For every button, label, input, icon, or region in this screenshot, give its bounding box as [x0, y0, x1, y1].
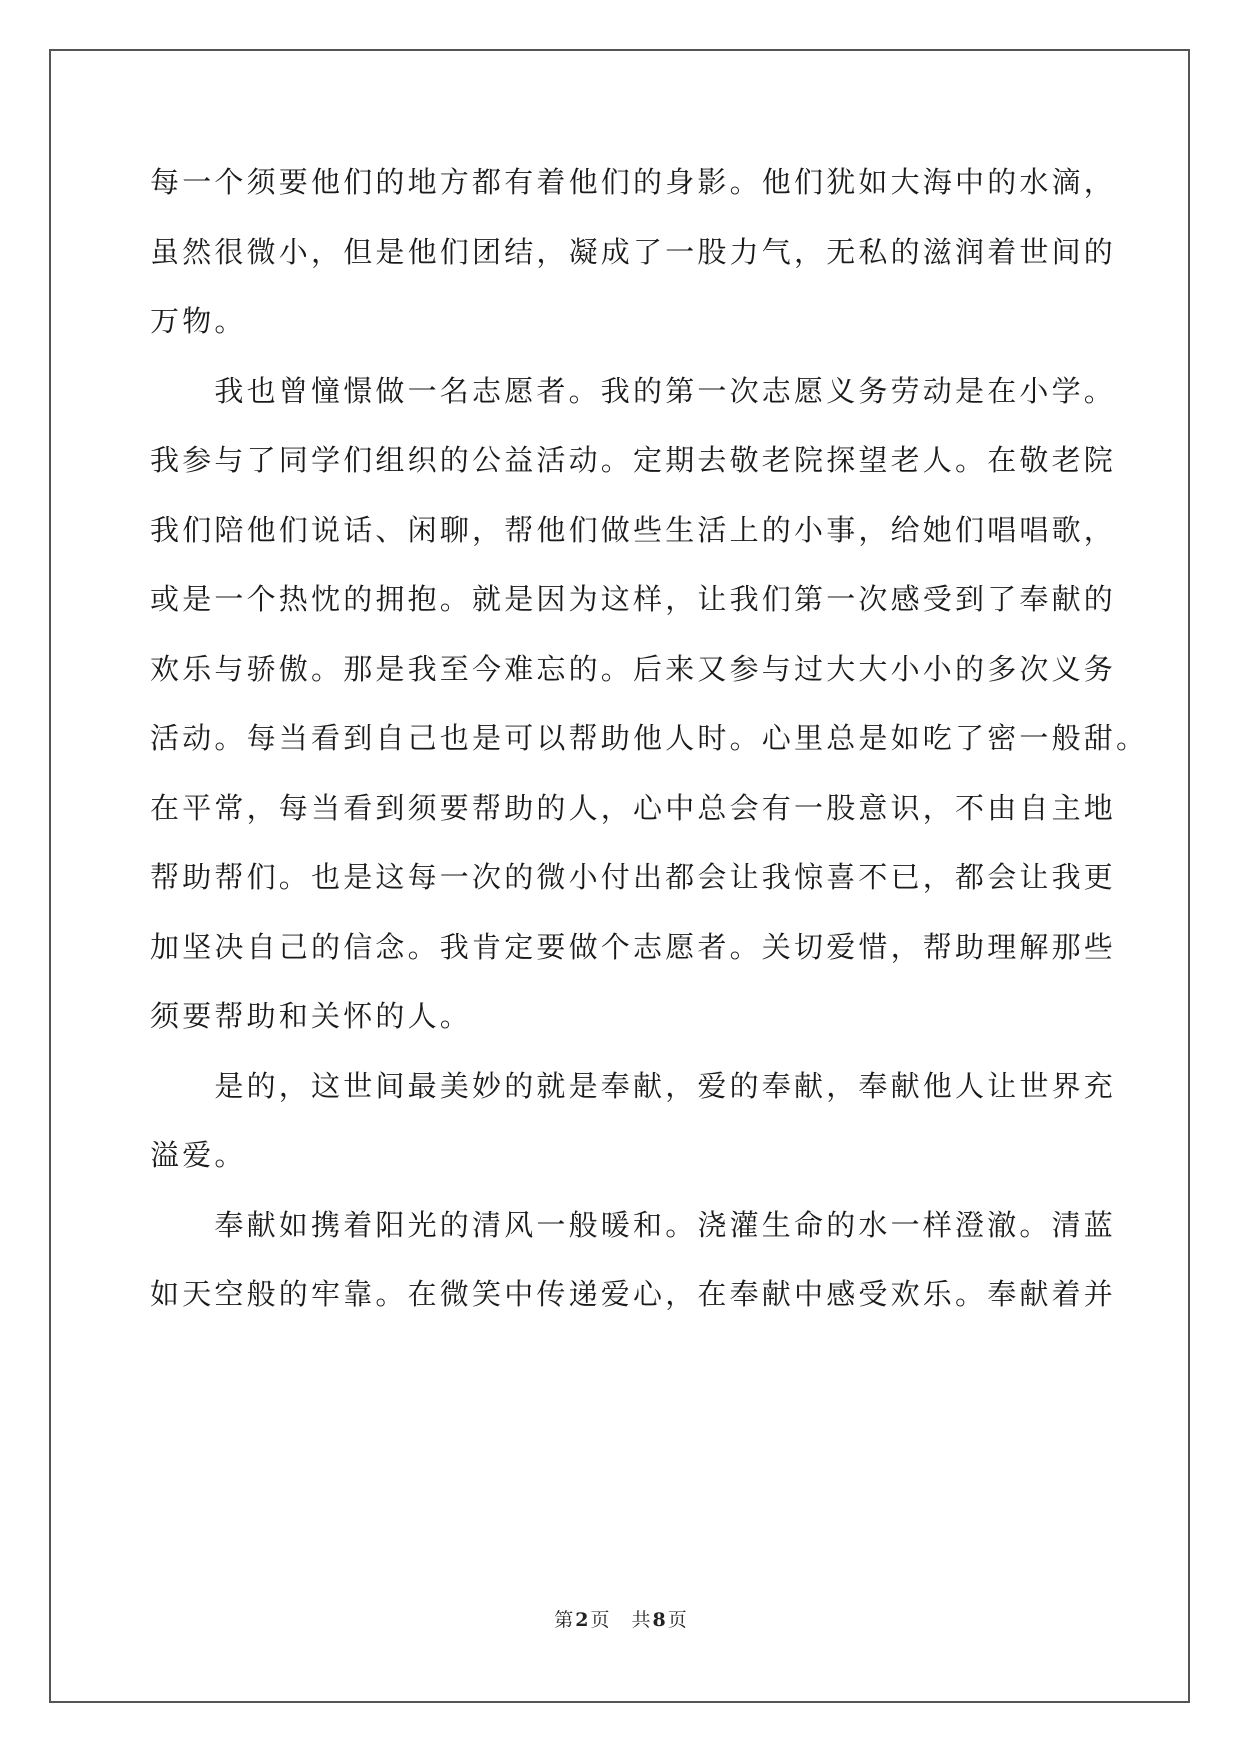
text-line: 帮助帮们。也是这每一次的微小付出都会让我惊喜不已，都会让我更 [150, 860, 1117, 894]
text-line: 如天空般的牢靠。在微笑中传递爱心，在奉献中感受欢乐。奉献着并 [150, 1277, 1117, 1311]
total-page-count: 8 [652, 1609, 666, 1631]
text-line: 虽然很微小，但是他们团结，凝成了一股力气，无私的滋润着世间的 [150, 234, 1117, 269]
text-line: 每一个须要他们的地方都有着他们的身影。他们犹如大海中的水滴， [150, 165, 1117, 199]
total-label-suffix: 页 [667, 1609, 687, 1631]
text-line: 我也曾憧憬做一名志愿者。我的第一次志愿义务劳动是在小学。 [150, 373, 1117, 408]
text-line: 溢爱。 [150, 1138, 247, 1172]
text-line: 或是一个热忱的拥抱。就是因为这样，让我们第一次感受到了奉献的 [150, 582, 1117, 616]
text-line: 是的，这世间最美妙的就是奉献，爱的奉献，奉献他人让世界充 [150, 1068, 1117, 1103]
text-line: 奉献如携着阳光的清风一般暖和。浇灌生命的水一样澄澈。清蓝 [150, 1207, 1117, 1242]
text-line: 万物。 [150, 304, 247, 338]
text-line: 须要帮助和关怀的人。 [150, 999, 473, 1033]
document-body [150, 148, 1149, 1330]
text-line: 我参与了同学们组织的公益活动。定期去敬老院探望老人。在敬老院 [150, 443, 1117, 477]
page-label-prefix: 第 [554, 1609, 574, 1631]
current-page-number: 2 [575, 1609, 589, 1631]
page-label-suffix: 页 [590, 1609, 610, 1631]
text-line: 在平常，每当看到须要帮助的人，心中总会有一股意识，不由自主地 [150, 790, 1117, 825]
text-line: 欢乐与骄傲。那是我至今难忘的。后来又参与过大大小小的多次义务 [150, 651, 1117, 686]
text-line: 活动。每当看到自己也是可以帮助他人时。心里总是如吃了密一般甜。 [150, 721, 1149, 755]
page-footer [0, 1608, 1241, 1632]
total-label-prefix: 共 [631, 1609, 651, 1631]
text-line: 加坚决自己的信念。我肯定要做个志愿者。关切爱惜，帮助理解那些 [150, 929, 1117, 964]
text-line: 我们陪他们说话、闲聊，帮他们做些生活上的小事，给她们唱唱歌， [150, 512, 1117, 547]
